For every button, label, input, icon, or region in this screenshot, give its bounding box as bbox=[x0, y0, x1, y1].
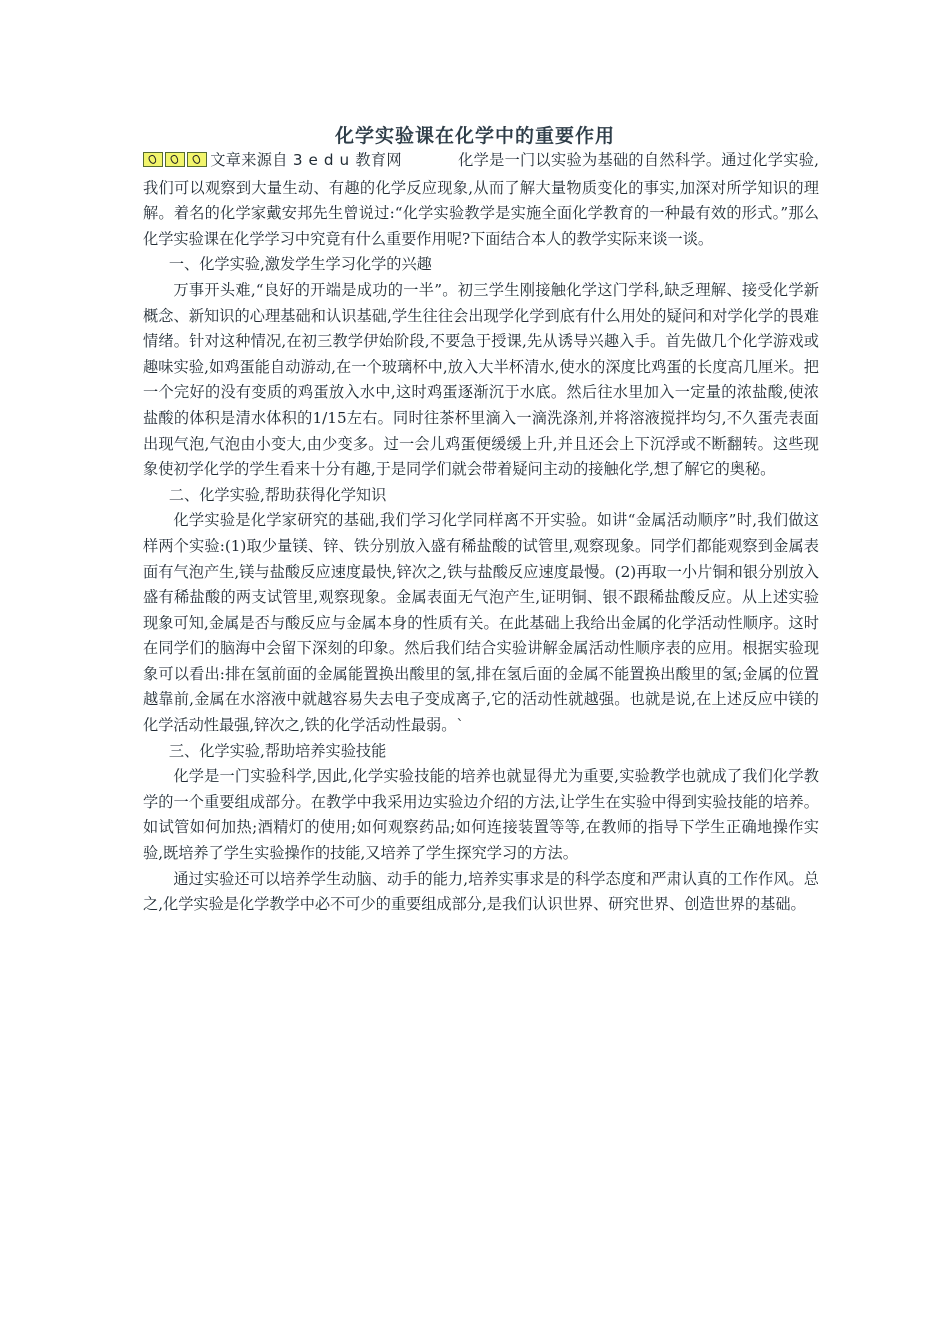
section-heading-2: 二、化学实验,帮助获得化学知识 bbox=[168, 485, 387, 504]
section-heading-3: 三、化学实验,帮助培养实验技能 bbox=[168, 741, 387, 760]
image-icon[interactable] bbox=[165, 152, 185, 167]
icon-strip bbox=[143, 150, 209, 176]
section-3-paragraph-2: 通过实验还可以培养学生动脑、动手的能力,培养实事求是的科学态度和严肃认真的工作作风。总之,化学实验是化学教学中必不可少的重要组成部分,是我们认识世界、研究世界、创造世界的基础。 bbox=[143, 869, 819, 914]
image-icon[interactable] bbox=[187, 152, 207, 167]
section-heading-1: 一、化学实验,激发学生学习化学的兴趣 bbox=[168, 255, 432, 274]
source-prefix: 文章来源自 bbox=[210, 151, 288, 169]
document-title: 化学实验课在化学中的重要作用 bbox=[334, 125, 615, 147]
section-3-paragraph-1: 化学是一门实验科学,因此,化学实验技能的培养也就显得尤为重要,实验教学也就成了我们化学教学的一个重要组成部分。在教学中我采用边实验边介绍的方法,让学生在实验中得到实验技能的培养。如试管如何加热;酒精灯的使用;如何观察药品;如何连接装置等等,在教师的指导下学生正确地操作实验,既培养了学生实验操作的技能,又培养了学生探究学习的方法。 bbox=[143, 767, 819, 863]
section-1-paragraph: 万事开头难,“良好的开端是成功的一半”。初三学生刚接触化学这门学科,缺乏理解、接受化学新概念、新知识的心理基础和认识基础,学生往往会出现学化学到底有什么用处的疑问和对学化学的畏难情绪。针对这种情况,在初三教学伊始阶段,不要急于授课,先从诱导兴趣入手。首先做几个化学游戏或趣味实验,如鸡蛋能自动游动,在一个玻璃杯中,放入大半杯清水,使水的深度比鸡蛋的长度高几厘米。把一个完好的没有变质的鸡蛋放入水中,这时鸡蛋逐渐沉于水底。然后往水里加入一定量的浓盐酸,使浓盐酸的体积是清水体积的1/15左右。同时往茶杯里滴入一滴洗涤剂,并将溶液搅拌均匀,不久蛋壳表面出现气泡,气泡由小变大,由少变多。过一会儿鸡蛋便缓缓上升,并且还会上下沉浮或不断翻转。这些现象使初学化学的学生看来十分有趣,于是同学们就会带着疑问主动的接触化学,想了解它的奥秘。 bbox=[143, 280, 819, 479]
image-icon[interactable] bbox=[143, 152, 163, 167]
intro-text: 化学是一门以实验为基础的自然科学。通过化学实验,我们可以观察到大量生动、有趣的化学反应现象,从而了解大量物质变化的事实,加深对所学知识的理解。着名的化学家戴安邦先生曾说过:“化学实验教学是实施全面化学教育的一种最有效的形式。”那么化学实验课在化学学习中究竟有什么重要作用呢?下面结合本人的教学实际来谈一谈。 bbox=[143, 151, 820, 248]
source-suffix: 教育网 bbox=[355, 151, 402, 169]
source-brand: 3edu bbox=[292, 151, 356, 169]
section-2-paragraph: 化学实验是化学家研究的基础,我们学习化学同样离不开实验。如讲“金属活动顺序”时,我们做这样两个实验:(1)取少量镁、锌、铁分别放入盛有稀盐酸的试管里,观察现象。同学们都能观察到金属表面有气泡产生,镁与盐酸反应速度最快,锌次之,铁与盐酸反应速度最慢。(2)再取一小片铜和银分别放入盛有稀盐酸的两支试管里,观察现象。金属表面无气泡产生,证明铜、银不跟稀盐酸反应。从上述实验现象可知,金属是否与酸反应与金属本身的性质有关。在此基础上我给出金属的化学活动性顺序。这时在同学们的脑海中会留下深刻的印象。然后我们结合实验讲解金属活动性顺序表的应用。根据实验现象可以看出:排在氢前面的金属能置换出酸里的氢,排在氢后面的金属不能置换出酸里的氢;金属的位置越靠前,金属在水溶液中就越容易失去电子变成离子,它的活动性就越强。也就是说,在上述反应中镁的化学活动性最强,锌次之,铁的化学活动性最弱。` bbox=[143, 511, 819, 735]
intro-paragraph bbox=[143, 148, 819, 252]
article-body bbox=[143, 148, 819, 918]
